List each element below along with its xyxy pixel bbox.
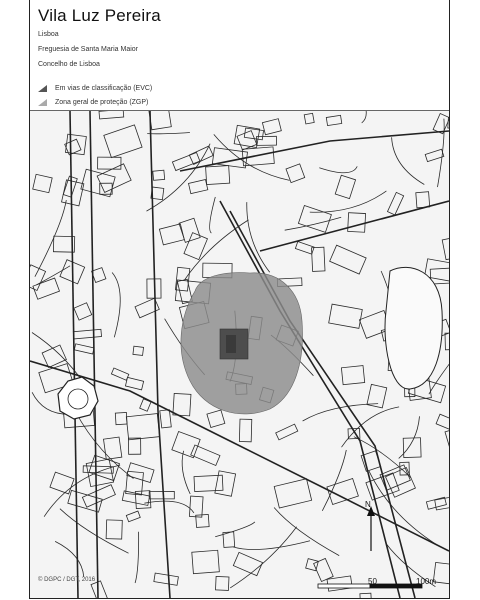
legend-item-evc: [38, 85, 152, 92]
legend-label-evc: Em vias de classificação (EVC): [55, 85, 153, 92]
zgp-swatch-icon: [38, 99, 47, 106]
scale-label-100: 100m: [416, 577, 437, 586]
street-map: [30, 111, 449, 598]
map-sheet: [29, 0, 450, 599]
park-area: [385, 267, 442, 389]
evc-swatch-icon: [38, 85, 47, 92]
north-label: N: [365, 500, 371, 509]
parish-line: Freguesia de Santa Maria Maior: [38, 46, 138, 53]
map-credit: © DGPC / DGT, 2016: [38, 577, 96, 583]
map-title: Vila Luz Pereira: [38, 6, 161, 25]
legend-item-zgp: [38, 99, 148, 106]
municipality-line: Lisboa: [38, 31, 59, 38]
council-line: Concelho de Lisboa: [38, 61, 100, 68]
evc-building-core: [226, 335, 236, 353]
map-header: [30, 0, 449, 111]
map-canvas[interactable]: [30, 111, 449, 598]
legend-label-zgp: Zona geral de proteção (ZGP): [55, 99, 149, 106]
scale-label-50: 50: [368, 577, 377, 586]
